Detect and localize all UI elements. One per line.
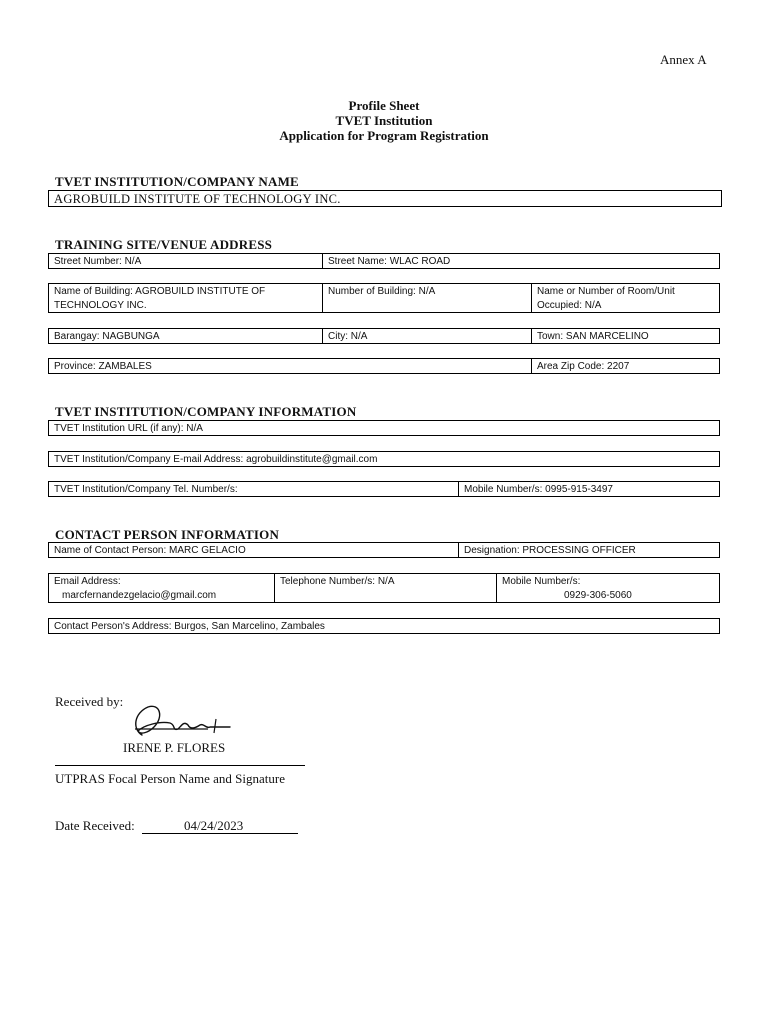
designation-field: Designation: PROCESSING OFFICER <box>464 545 636 556</box>
signature-caption: UTPRAS Focal Person Name and Signature <box>55 771 286 786</box>
venue-row-barangay <box>48 328 720 344</box>
info-row-phone <box>48 481 720 497</box>
contact-email-label: Email Address: <box>54 576 121 587</box>
contact-row-communication <box>48 573 720 603</box>
barangay-field: Barangay: NAGBUNGA <box>49 329 323 343</box>
zip-code-field: Area Zip Code: 2207 <box>537 361 630 372</box>
venue-row-building <box>48 283 720 313</box>
institution-tel-field: TVET Institution/Company Tel. Number/s: <box>49 482 459 496</box>
url-field: TVET Institution URL (if any): N/A <box>54 423 203 434</box>
section-heading-contact: CONTACT PERSON INFORMATION <box>55 527 280 542</box>
date-received-value: 04/24/2023 <box>184 818 244 833</box>
venue-row-province <box>48 358 720 374</box>
city-field: City: N/A <box>323 329 532 343</box>
contact-name-field: Name of Contact Person: MARC GELACIO <box>49 543 459 557</box>
received-by-label: Received by: <box>55 694 124 709</box>
institution-mobile-field: Mobile Number/s: 0995-915-3497 <box>464 484 613 495</box>
contact-email-value: marcfernandezgelacio@gmail.com <box>62 590 217 601</box>
title-line-1: Profile Sheet <box>348 98 420 113</box>
town-field: Town: SAN MARCELINO <box>537 331 649 342</box>
contact-email-field <box>49 574 275 602</box>
province-field: Province: ZAMBALES <box>49 359 532 373</box>
institution-email-field: TVET Institution/Company E-mail Address: agrobuildinstitute@gmail.com <box>54 454 378 465</box>
info-row-url <box>48 420 720 436</box>
title-line-2: TVET Institution <box>335 113 433 128</box>
date-received-underline <box>142 819 298 834</box>
title-line-3: Application for Program Registration <box>279 128 489 143</box>
info-row-email <box>48 451 720 467</box>
signature-image <box>130 695 240 743</box>
document-title <box>0 98 768 143</box>
building-name-field: Name of Building: AGROBUILD INSTITUTE OF TECHNOLOGY INC. <box>49 284 323 312</box>
annex-label: Annex A <box>660 52 707 67</box>
contact-mobile-value: 0929-306-5060 <box>564 590 632 601</box>
contact-mobile-label: Mobile Number/s: <box>502 576 581 587</box>
contact-mobile-field <box>497 574 719 602</box>
building-number-field: Number of Building: N/A <box>323 284 532 312</box>
street-number-field: Street Number: N/A <box>49 254 323 268</box>
contact-row-address <box>48 618 720 634</box>
venue-row-street <box>48 253 720 269</box>
street-name-field: Street Name: WLAC ROAD <box>328 256 451 267</box>
contact-address-field: Contact Person's Address: Burgos, San Marcelino, Zambales <box>54 621 325 632</box>
signer-name: IRENE P. FLORES <box>123 740 226 755</box>
contact-row-name <box>48 542 720 558</box>
institution-name-box <box>48 190 722 207</box>
section-heading-information: TVET INSTITUTION/COMPANY INFORMATION <box>55 404 357 419</box>
section-heading-venue: TRAINING SITE/VENUE ADDRESS <box>55 237 273 252</box>
date-received-row <box>55 818 298 834</box>
date-received-label: Date Received: <box>55 818 135 833</box>
room-unit-field: Name or Number of Room/Unit Occupied: N/A <box>537 286 675 311</box>
section-heading-institution-name: TVET INSTITUTION/COMPANY NAME <box>55 174 299 189</box>
contact-telephone-field: Telephone Number/s: N/A <box>275 574 497 602</box>
institution-name-value: AGROBUILD INSTITUTE OF TECHNOLOGY INC. <box>54 192 341 206</box>
signature-line <box>55 765 305 766</box>
